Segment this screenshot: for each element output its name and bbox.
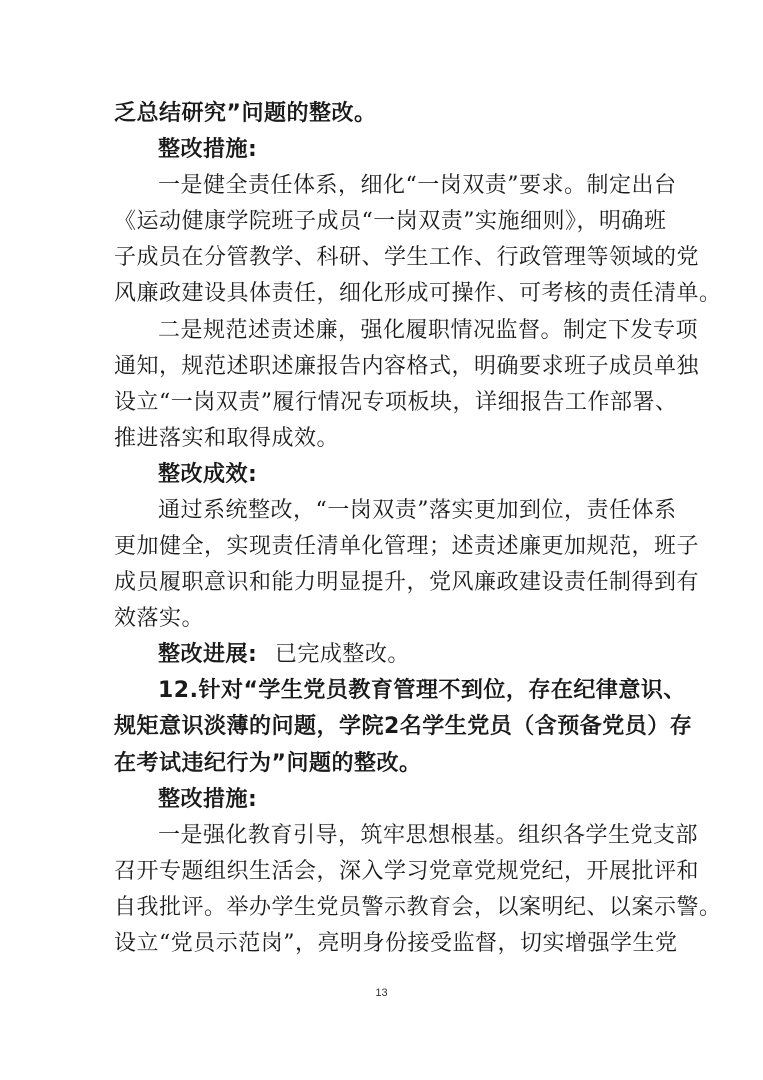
paragraph-line: 通知，规范述职述廉报告内容格式，明确要求班子成员单独	[114, 354, 700, 379]
paragraph-line: 一是强化教育引导，筑牢思想根基。组织各学生党支部	[158, 823, 699, 848]
section-heading-results: 整改成效:	[158, 462, 258, 487]
paragraph-line: 效落实。	[114, 606, 205, 631]
paragraph-line: 召开专题组织生活会，深入学习党章党规党纪，开展批评和	[114, 859, 700, 884]
paragraph-line: 设立“党员示范岗”，亮明身份接受监督，切实增强学生党	[114, 931, 678, 956]
paragraph-line: 一是健全责任体系，细化“一岗双责”要求。制定出台	[158, 173, 677, 198]
paragraph-line: 风廉政建设具体责任，细化形成可操作、可考核的责任清单。	[114, 281, 722, 306]
section-heading-measures: 整改措施:	[158, 137, 258, 162]
paragraph-line: 更加健全，实现责任清单化管理；述责述廉更加规范，班子	[114, 534, 700, 559]
heading-continuation: 乏总结研究”问题的整改。	[114, 101, 377, 126]
paragraph-line: 设立“一岗双责”履行情况专项板块，详细报告工作部署、	[114, 390, 678, 415]
item-12-heading-line: 12.针对“学生党员教育管理不到位，存在纪律意识、	[158, 678, 686, 703]
progress-line	[158, 641, 654, 669]
paragraph-line: 成员履职意识和能力明显提升，党风廉政建设责任制得到有	[114, 570, 700, 595]
paragraph-line: 推进落实和取得成效。	[114, 426, 340, 451]
paragraph-line: 子成员在分管教学、科研、学生工作、行政管理等领域的党	[114, 245, 700, 270]
paragraph-line: 自我批评。举办学生党员警示教育会，以案明纪、以案示警。	[114, 895, 722, 920]
item-12-heading-line: 在考试违纪行为”问题的整改。	[114, 751, 422, 776]
page-number: 13	[375, 987, 388, 999]
item-12-heading-line: 规矩意识淡薄的问题，学院2名学生党员（含预备党员）存	[114, 714, 693, 739]
section-heading-measures-2: 整改措施:	[158, 787, 258, 812]
paragraph-line: 通过系统整改，“一岗双责”落实更加到位，责任体系	[158, 498, 677, 523]
progress-status: 已完成整改。	[274, 642, 410, 667]
section-heading-progress: 整改进展:	[158, 642, 258, 667]
paragraph-line: 《运动健康学院班子成员“一岗双责”实施细则》，明确班	[114, 209, 667, 234]
paragraph-line: 二是规范述责述廉，强化履职情况监督。制定下发专项	[158, 318, 699, 343]
